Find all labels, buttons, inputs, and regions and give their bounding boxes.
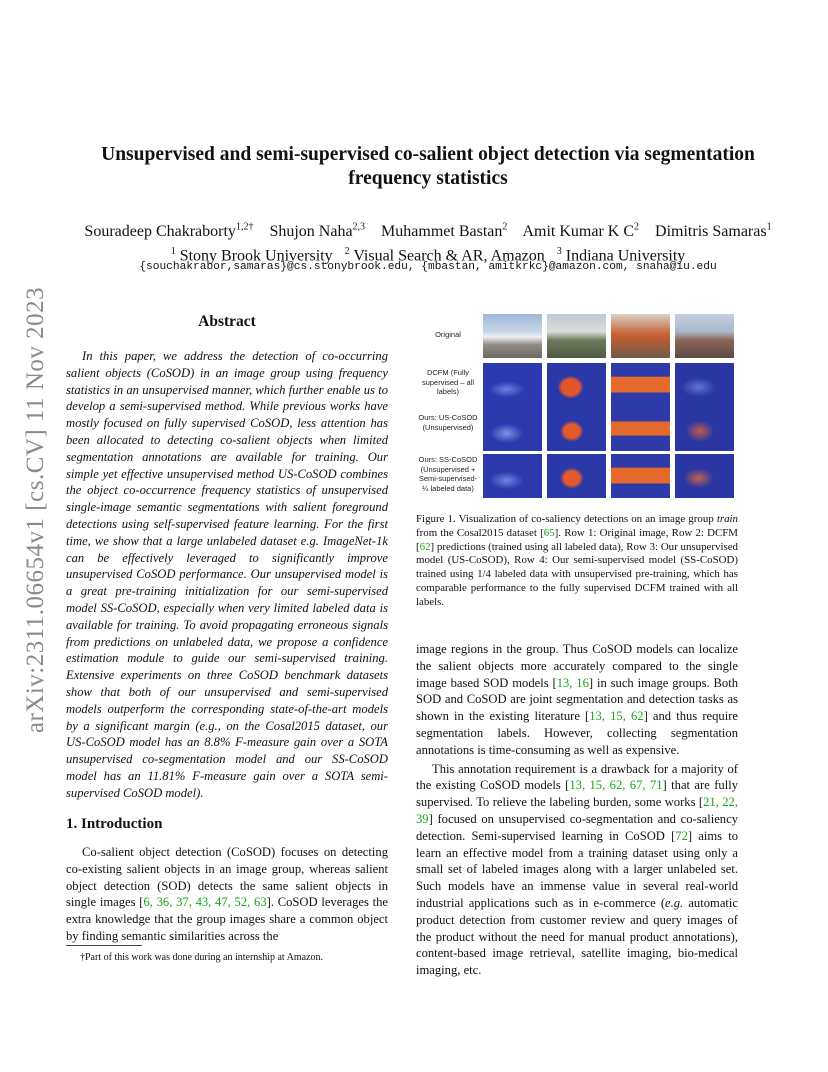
footnote: †Part of this work was done during an internship at Amazon.: [80, 952, 324, 963]
body-paragraph: [416, 641, 738, 759]
body-text: ] and thus require segmentation labels. However, collecting segmentation annotations is time-consuming as well as expensive.: [416, 709, 738, 757]
image-ss-cosod-2: [547, 454, 606, 498]
body-text: image regions in the group. Thus CoSOD models can localize the salient objects more accurately compared to the single image based SOD models [: [416, 642, 738, 690]
arxiv-sidebar: [10, 255, 62, 765]
citation-link[interactable]: 65: [543, 526, 555, 539]
body-text: automatic product detection from customer review and query images of the product without the need for manual product annotations), content-based image retrieval, satellite imaging, bio-medical imaging, etc.: [416, 895, 738, 978]
row-label-ss-cosod: Ours: SS-CoSOD (Unsupervised + Semi-supervised- ¼ labeled data): [418, 455, 478, 493]
image-us-cosod-4: [675, 407, 734, 451]
row-label-us-cosod: Ours: US-CoSOD (Unsupervised): [418, 413, 478, 432]
author-block: [60, 218, 796, 267]
row-label-original: Original: [435, 330, 461, 339]
image-dcfm-4: [675, 363, 734, 407]
author: Amit Kumar K $C^2$: [522, 222, 640, 241]
image-dcfm-3: [611, 363, 670, 407]
author: Souradeep Chakraborty$^{1,2\dagger}$: [84, 222, 254, 241]
abstract-heading: Abstract: [198, 313, 256, 330]
image-ss-cosod-3: [611, 454, 670, 498]
affiliation-list: $^1$ Stony Brook University $^2$ Visual Search & AR, Amazon $^3$ Indiana University: [170, 246, 686, 265]
author: Muhammet Bastan$^2$: [381, 222, 508, 241]
body-text: ] aims to learn an effective model from a training dataset using only a small set of labeled images along with a larger unlabeled set. Such models have an immense value in several real-world industrial applications such as in e-commerce (: [416, 828, 739, 910]
right-column-text: [416, 641, 738, 979]
body-text: This annotation requirement is a drawback for a majority of the existing CoSOD models [: [416, 761, 738, 793]
body-text: ] that are fully supervised. To relieve the labeling burden, some works [: [416, 778, 739, 810]
figure-1: [416, 310, 738, 510]
author: Dimitris Samaras$^1$: [655, 222, 772, 241]
citation-link[interactable]: 13, 16: [556, 675, 589, 690]
image-original-1: [483, 314, 542, 358]
paper-title: Unsupervised and semi-supervised co-salient object detection via segmentation frequency statistics: [101, 144, 755, 189]
section-heading-introduction: 1. Introduction: [66, 816, 163, 832]
figure-caption: Figure 1. Visualization of co-saliency detections on an image group train from the Cosal2015 dataset [65]. Row 1: Original image, Row 2: DCFM [62] predictions (trained using all labeled data), Row 3: Our unsupervised model (US-CoSOD), Row 4: Our semi-supervised model (SS-CoSOD) trained using 1/4 labeled data with unsupervised pre-training, which has comparable performance to the fully supervised DCFM trained with all labels.: [416, 513, 738, 608]
citation-link[interactable]: 13, 15, 62, 67, 71: [569, 778, 663, 793]
footnote-rule: [66, 945, 142, 946]
image-us-cosod-2: [547, 407, 606, 451]
citation-link[interactable]: 21, 22, 39: [416, 795, 738, 826]
body-paragraph: [416, 761, 738, 979]
citation-link[interactable]: 62: [419, 540, 431, 553]
image-dcfm-2: [547, 363, 606, 407]
image-original-2: [547, 314, 606, 358]
image-dcfm-1: [483, 363, 542, 407]
image-original-3: [611, 314, 670, 358]
image-us-cosod-1: [483, 407, 542, 451]
author-emails: {souchakrabor,samaras}@cs.stonybrook.edu, {mbastan, amitkrkc}@amazon.com, snaha@iu.edu: [139, 261, 717, 273]
citation-link[interactable]: 6, 36, 37, 43, 47, 52, 63: [143, 895, 267, 910]
affiliation: Visual Search & AR, Amazon: [353, 247, 545, 265]
image-ss-cosod-4: [675, 454, 734, 498]
abstract-text: [66, 348, 388, 802]
abstract-paragraph: In this paper, we address the detection of co-occurring salient objects (CoSOD) in an image group using frequency statistics in an unsupervised manner, which further enable us to develop a semi-supervised method. While previous works have mostly focused on fully supervised CoSOD, less attention has been allocated to detecting co-salient objects when limited segmentation annotations are available for training. Our simple yet effective unsupervised method US-CoSOD combines the object co-occurrence frequency statistics of unsupervised single-image semantic segmentations with salient foreground detections using self-supervised feature learning. For the first time, we show that a large unlabeled dataset e.g. ImageNet-1k can be effectively leveraged to significantly improve unsupervised CoSOD performance. Our unsupervised model is a great pre-training initialization for our semi-supervised model SS-CoSOD, especially when very limited labeled data is available for training. To avoid propagating erroneous signals from predictions on unlabeled data, we propose a confidence estimation module to guide our semi-supervised training. Extensive experiments on three CoSOD benchmark datasets show that both of our unsupervised and semi-supervised models outperform the corresponding state-of-the-art models by a significant margin (e.g., on the Cosal2015 dataset, our US-CoSOD model has an 8.8% F-measure gain over a SOTA unsupervised co-segmentation model and our SS-CoSOD model has an 11.81% F-measure gain over a SOTA semi-supervised CoSOD model).: [66, 349, 388, 800]
citation-link[interactable]: 72: [675, 828, 688, 843]
intro-paragraph: Co-salient object detection (CoSOD) focuses on detecting co-existing salient objects in an image group, whereas salient object detection (SOD) detects the same salient objects in single images [6, 36, 37, 43, 47, 52, 63]. CoSOD leverages the extra knowledge that the group images share a common object by finding semantic similarities across the: [66, 845, 389, 943]
affiliation: Indiana University: [565, 247, 686, 265]
body-text: ] in such image groups. Both SOD and CoSOD are joint segmentation and detection tasks as shown in the existing literature [: [416, 675, 738, 724]
body-text: e.g.: [665, 895, 684, 910]
image-ss-cosod-1: [483, 454, 542, 498]
citation-link[interactable]: 13, 15, 62: [589, 709, 644, 724]
affiliation: Stony Brook University: [179, 247, 333, 265]
arxiv-id: arXiv:2311.06654v1 [cs.CV] 11 Nov 2023: [22, 286, 49, 734]
body-text: ] focused on unsupervised co-segmentation and co-saliency detection. Semi-supervised learning in CoSOD [: [416, 811, 738, 843]
image-original-4: [675, 314, 734, 358]
row-label-dcfm: DCFM (Fully supervised – all labels): [421, 368, 475, 396]
image-us-cosod-3: [611, 407, 670, 451]
author-list: [60, 218, 796, 242]
author: Shujon Naha$^{2,3}$: [269, 222, 366, 241]
